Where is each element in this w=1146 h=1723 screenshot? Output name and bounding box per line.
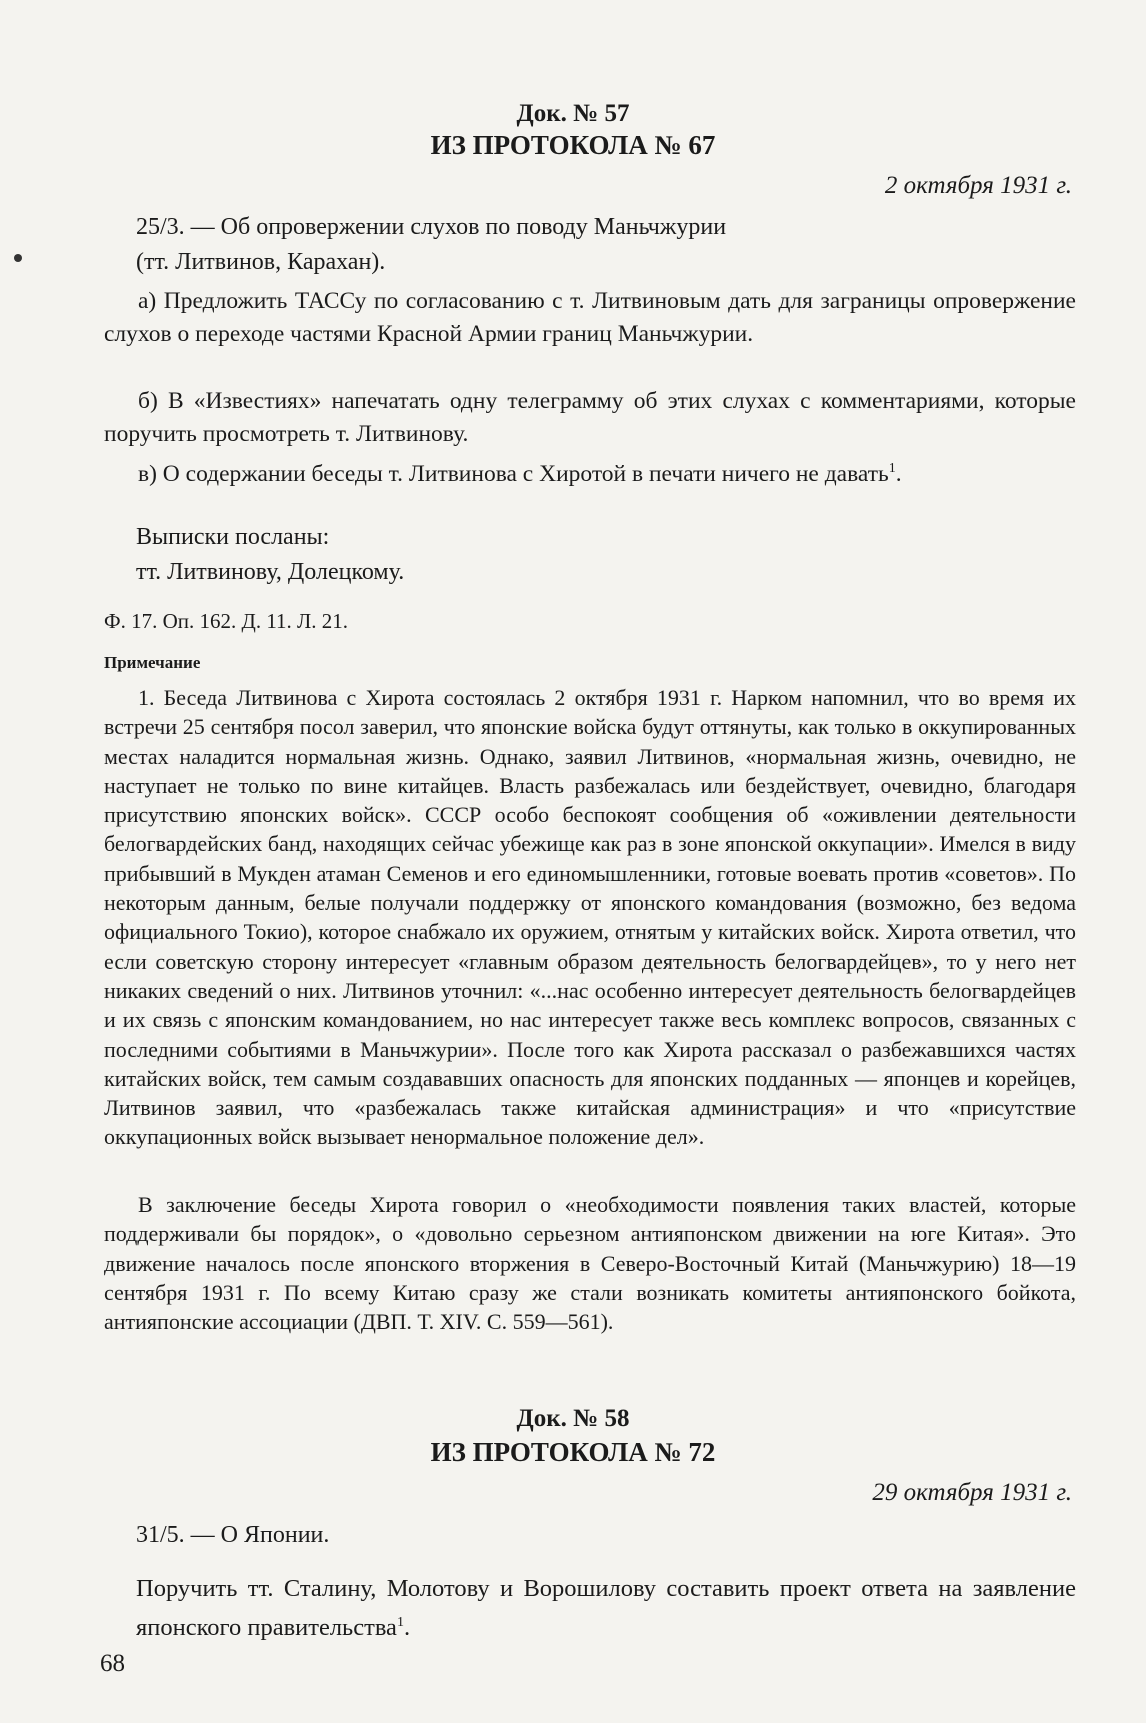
protocol-title: ИЗ ПРОТОКОЛА № 67 [430,130,716,160]
decision-point-c: в) О содержании беседы т. Литвинова с Хиротой в печати ничего не давать$^1$. [138,460,902,487]
footnote-mark: 1 [396,1615,404,1630]
extracts-label: Выписки посланы: [136,524,330,550]
footnote-mark: 1 [888,461,896,476]
agenda-item-title: 25/3. — Об опровержении слухов по поводу Маньчжурии [136,214,727,240]
extracts-recipients: тт. Литвинову, Долецкому. [136,559,405,585]
note-paragraph-2: В заключение беседы Хирота говорил о «необходимости появления таких властей, которые поддерживали бы порядок», о «довольно серьезном антияпонском движении на юге Китая». Это движение началось после японского вторжения в Северо-Восточный Китай (Маньчжурию) 18—19 сентября 1931 г. По всему Китаю сразу же стали возникать комитеты антияпонского бойкота, антияпонские ассоциации (ДВП. Т. XIV. С. 559—561). [104,1192,1076,1335]
protocol-title-58: ИЗ ПРОТОКОЛА № 72 [430,1437,716,1467]
agenda-item-persons: (тт. Литвинов, Карахан). [136,249,386,275]
decision-58: Поручить тт. Сталину, Молотову и Ворошилову составить проект ответа на заявление японского правительства$^1$. [136,1575,1076,1642]
decision-point-a: а) Предложить ТАССу по согласованию с т. Литвиновым дать для заграницы опровержение слухов о переходе частями Красной Армии границ Маньчжурии. [104,288,1076,347]
margin-dot [14,254,22,262]
note-paragraph-1: 1. Беседа Литвинова с Хирота состоялась 2 октября 1931 г. Нарком напомнил, что во время их встречи 25 сентября посол заверил, что японские войска будут оттянуты, как только в оккупированных местах наладится нормальная жизнь. Однако, заявил Литвинов, «нормальная жизнь, очевидно, не наступает не только по вине китайцев. Власть разбежалась или бездействует, очевидно, благодаря присутствию японских войск». СССР особо беспокоят сообщения об «оживлении деятельности белогвардейских банд, находящих сейчас убежище как раз в зоне японской оккупации». Имелся в виду прибывший в Мукден атаман Семенов и его единомышленники, готовые воевать против «советов». По некоторым данным, белые получали поддержку от японского командования (возможно, без ведома официального Токио), которое снабжало их оружием, отнятым у китайских войск. Хирота ответил, что если советскую сторону интересует «главным образом деятельность белогвардейцев», то у него нет никаких сведений о них. Литвинов уточнил: «...нас особенно интересует деятельность белогвардейцев и их связь с японским командованием, но нас интересует также весь комплекс вопросов, связанных с последними событиями в Маньчжурии». После того как Хирота рассказал о разбежавшихся частях китайских войск, тем самым создававших опасность для японских подданных — японцев и корейцев, Литвинов заявил, что «разбежалась также китайская администрация» и что «присутствие оккупационных войск вызывает ненормальное положение дел». [104,685,1076,1150]
decision-point-b: б) В «Известиях» напечатать одну телеграмму об этих слухах с комментариями, которые поручить просмотреть т. Литвинову. [104,388,1076,447]
agenda-item-title-58: 31/5. — О Японии. [136,1522,330,1548]
note-heading: Примечание [104,653,201,672]
page-number: 68 [100,1650,125,1677]
archive-reference: Ф. 17. Оп. 162. Д. 11. Л. 21. [104,609,349,633]
doc-number-58: Док. № 58 [516,1405,630,1432]
protocol-date: 2 октября 1931 г. [884,172,1072,199]
doc-number: Док. № 57 [516,100,630,127]
protocol-date-58: 29 октября 1931 г. [872,1479,1072,1506]
